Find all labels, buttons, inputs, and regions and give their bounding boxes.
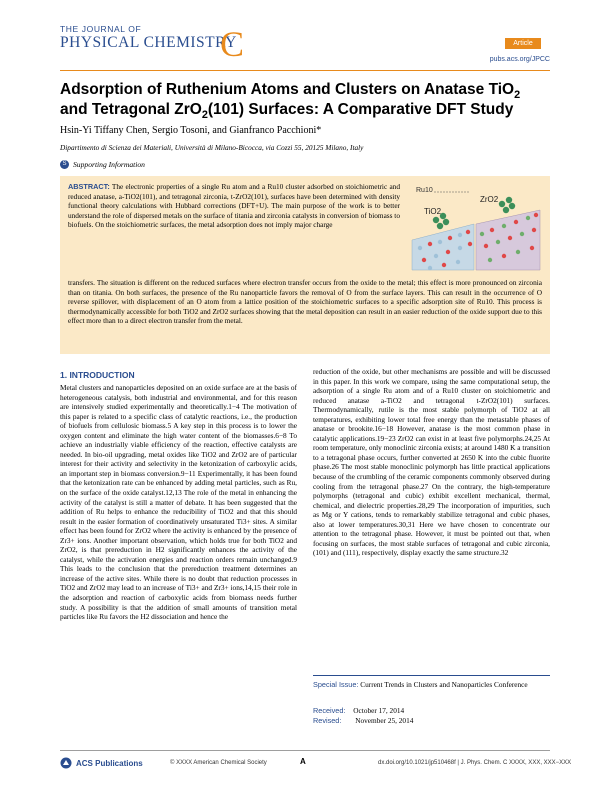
toc-label-ru: Ru10 <box>416 187 433 194</box>
doi-citation[interactable]: dx.doi.org/10.1021/jp510468f | J. Phys. Chem. C XXXX, XXX, XXX−XXX <box>378 760 572 766</box>
toc-label-zro2: ZrO2 <box>480 195 499 204</box>
journal-url[interactable]: pubs.acs.org/JPCC <box>489 56 550 63</box>
acs-logo-icon <box>60 757 72 769</box>
journal-name-big: PHYSICAL CHEMISTRY <box>60 34 237 51</box>
affiliation: Dipartimento di Scienza dei Materiali, Università di Milano-Bicocca, via Cozzi 55, 20125 Milano, Italy <box>60 143 364 152</box>
special-issue-label: Special Issue: <box>313 680 359 689</box>
meta-rule <box>313 675 550 676</box>
abstract-text-bottom: transfers. The situation is different on the reduced surfaces where electron transfer occurs from the oxide to the metal; this effect is more pronounced on zirconia than on titania. On both surfaces, the presence of the Ru nanoparticle favors the removal of O from the surface layers. This can result in the occurrence of O reverse spillover, with displacement of an O atom from a lattice position of the stoichiometric surfaces to a specific adsorption site of Ru10. This process is thermodynamically accessible for both TiO2 and ZrO2 surfaces showing that the metal deposition can result in an easier reduction of the oxide support due to this effect more than to a direct electron transfer from the metal. <box>68 278 542 326</box>
header-rule <box>60 70 550 71</box>
received-label: Received: <box>313 706 346 715</box>
page-number: A <box>300 757 306 766</box>
journal-name-small: THE JOURNAL OF <box>60 24 142 34</box>
special-issue-value: Current Trends in Clusters and Nanoparticles Conference <box>360 680 528 689</box>
article-type-badge: Article <box>505 38 541 49</box>
toc-label-tio2: TiO2 <box>424 207 442 216</box>
journal-letter: C <box>220 24 245 64</box>
section-heading-introduction: 1. INTRODUCTION <box>60 370 135 380</box>
received-value: October 17, 2014 <box>353 706 405 715</box>
supporting-info-icon: S <box>60 160 69 169</box>
revised-date <box>313 716 550 726</box>
received-date <box>313 706 550 716</box>
authors: Hsin-Yi Tiffany Chen, Sergio Tosoni, and Gianfranco Pacchioni* <box>60 125 322 136</box>
supporting-info-label: Supporting Information <box>73 160 145 169</box>
publisher-name: ACS Publications <box>76 758 143 768</box>
intro-left-column: Metal clusters and nanoparticles deposited on an oxide surface are at the basis of heterogeneous catalysis, both industrial and environmental, and for this reason are intensively studied experimentally and theoretically.1−4 The motivation of this paper is related to a specific class of catalytic reactions, i.e., the production of biofuels from cellulosic biomass.5 A key step in this process is to lower the oxygen content and eliminate the high water content of the biomasses.6−8 To achieve an industrially viable efficiency of the reaction, effective catalysts are needed. In bio-oil upgrading, metal oxides like TiO2 and ZrO2 are of particular interest for their activity and selectivity in the ketonization of carboxylic acids, an important step in biomass conversion.9−11 Experimentally, it has been found that the ketonization rate can be enhanced by adding metal particles, such as Ru, on the surface of the oxide catalyst.12,13 The role of the metal in enhancing the activity of the catalyst is still a matter of debate. It has been suggested that the addition of Ru helps to enhance the reducibility of TiO2 and that this should result in the easier formation of coordinatively unsaturated Ti3+ sites. A similar effect has been found for ZrO2 where the activity is enhanced by the presence of Zr3+ ions. Another important observation, which holds true for both TiO2 and ZrO2, is that prereduction in H2 significantly enhances the activity of the catalyst, while the activation energies and reaction orders remain unchanged.9 This leads to the conclusion that the prereduction treatment determines an increase of the active sites. While there is no doubt that reduction processes in TiO2 and ZrO2 may lead to an increase of Ti3+ and Zr3+ ions,14,15 their role in the adsorption and reaction of carboxylic acids from biomass needs further study. A possibility is that the addition of small amounts of transition metal particles like Ru favors the H2 dissociation and hence the <box>60 383 297 622</box>
paper-title: Adsorption of Ruthenium Atoms and Clusters on Anatase TiO$_2$ and Tetragonal ZrO$_2$(101) Surfaces: A Comparative DFT Study <box>60 81 521 122</box>
acs-publications-logo[interactable] <box>60 757 143 769</box>
revised-label: Revised: <box>313 716 342 725</box>
revised-value: November 25, 2014 <box>355 716 414 725</box>
toc-graphic <box>410 180 542 273</box>
special-issue <box>313 680 550 690</box>
supporting-information-link[interactable] <box>60 160 145 169</box>
copyright: © XXXX American Chemical Society <box>170 760 267 766</box>
intro-right-column: reduction of the oxide, but other mechanisms are possible and will be discussed in this paper. In this work we compare, using the same computational setup, the adsorption of a single Ru atom and of a Ru10 cluster on stoichiometric and reduced anatase a-TiO2 and tetragonal t-ZrO2(101) surfaces. Thermodynamically, rutile is the most stable polymorph of TiO2 at all temperatures, exhibiting lower total free energy than the metastable phases of anatase or brookite.16−18 However, anatase is the most common phase in catalytic applications.19−23 ZrO2 can exist in at least five polymorphs.24,25 At room temperature, only monoclinic zirconia exists; at around 1480 K a transition to a tetragonal phase occurs, further converted at 2650 K into the cubic fluorite phase.26 The most stable monoclinic polymorph has little practical applications because of the crumbling of the ceramic components commonly observed during cooling from the tetragonal phase.27 On the contrary, the high-temperature polymorphs (tetragonal and cubic) exhibit excellent mechanical, thermal, chemical, and dielectric properties.28,29 The incorporation of impurities, such as Mg or Y cations, tends to remarkably stabilize tetragonal and cubic phases, also at lower temperatures.30,31 Here we have chosen to concentrate our attention to the tetragonal phase. However, it must be pointed out that, when focusing on surfaces, the most stable surfaces of tetragonal and cubic zirconia, (101) and (111), respectively, display exactly the same structure.32 <box>313 367 550 558</box>
footer-rule <box>60 750 550 751</box>
abstract-label: ABSTRACT: <box>68 182 110 191</box>
abstract-text-top: ABSTRACT: The electronic properties of a single Ru atom and a Ru10 cluster adsorbed on stoichiometric and reduced anatase, a-TiO2(101), and tetragonal zirconia, t-ZrO2(101), surfaces have been determined with density functional theory calculations with Hubbard corrections (DFT+U). The main purpose of the work is to better understand the role of dispersed metals on the surface of titania and zirconia catalysts in conversion of biomass to biofuels. On the stoichiometric surfaces, the metal adsorption does not imply major charge <box>68 182 400 230</box>
journal-logo <box>60 24 245 68</box>
